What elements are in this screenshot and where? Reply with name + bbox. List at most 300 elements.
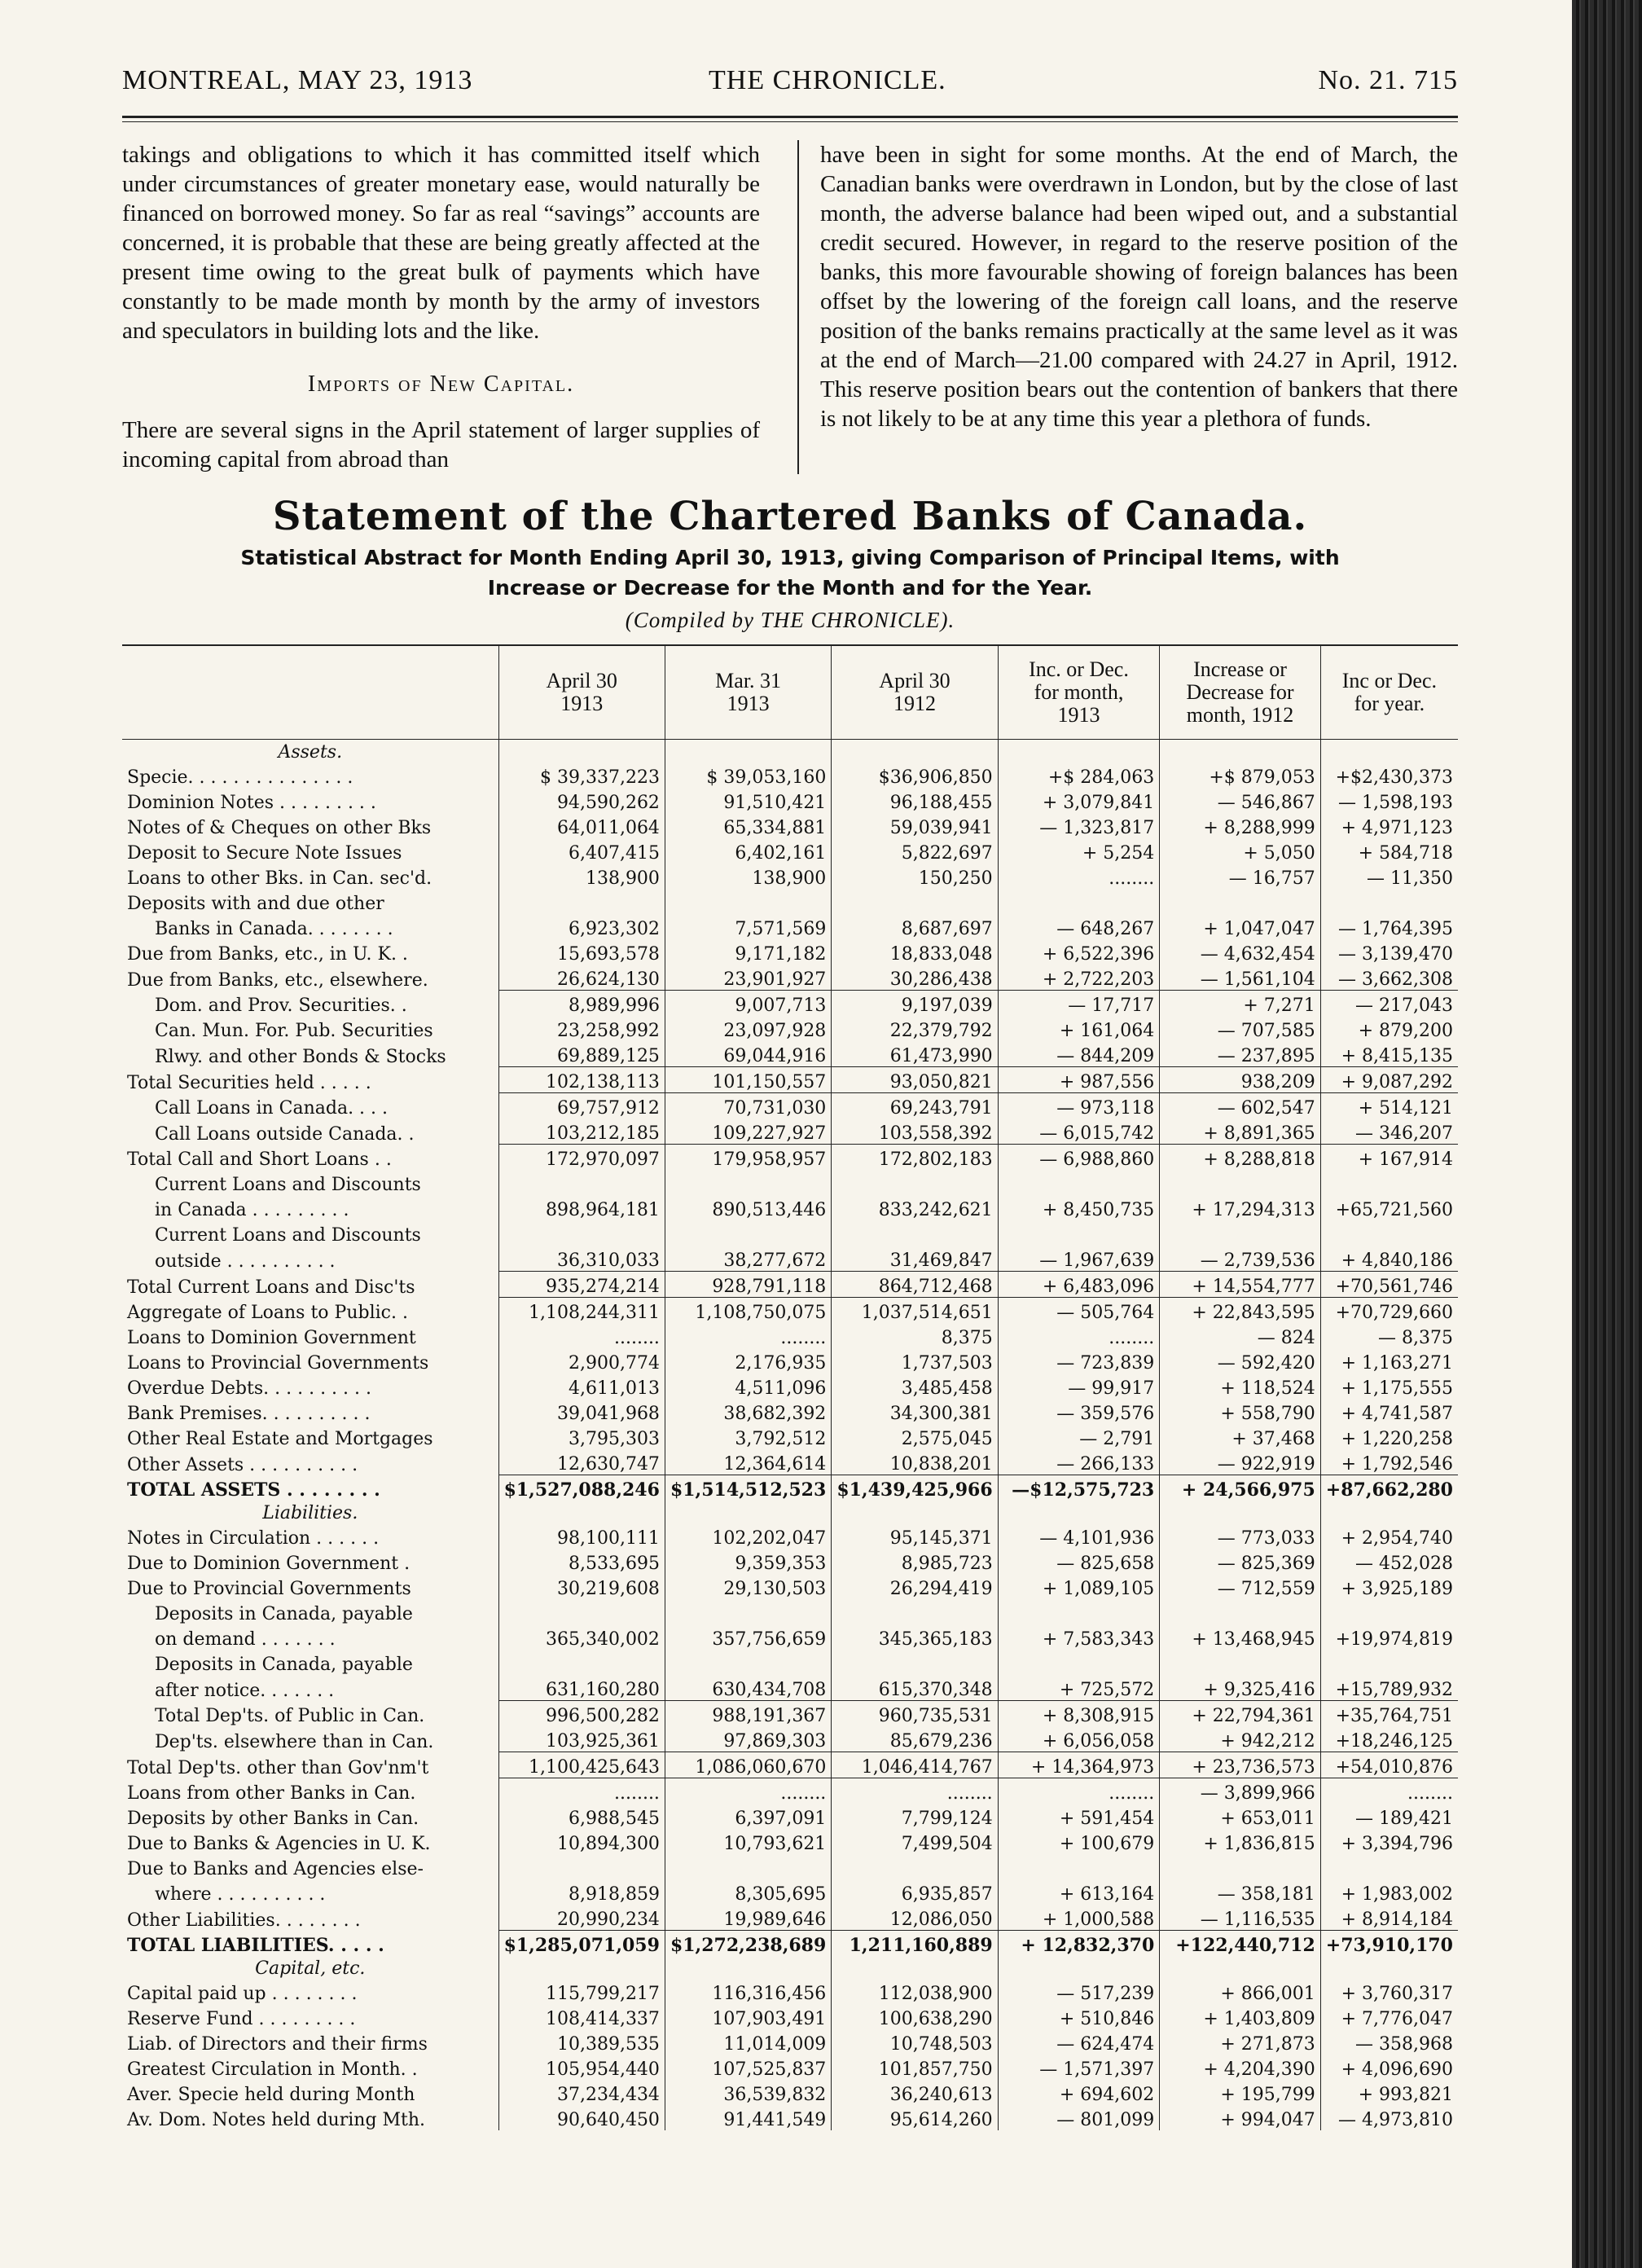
- value-cell: — 11,350: [1320, 864, 1458, 889]
- running-head-page-number: No. 21. 715: [1318, 65, 1458, 95]
- article-paragraph: There are several signs in the April statement of larger supplies of incoming capital from abroad than: [122, 417, 761, 472]
- table-row: [122, 1170, 1458, 1195]
- row-label: Bank Premises. . . . . . . . . .: [127, 1404, 371, 1424]
- value-cell: 18,833,048: [832, 939, 998, 965]
- value-cell: 1,108,750,075: [665, 1298, 831, 1324]
- row-label: Specie. . . . . . . . . . . . . . .: [127, 767, 353, 788]
- table-row: [122, 2080, 1458, 2105]
- value-cell: + 23,736,573: [1160, 1752, 1321, 1778]
- value-cell: + 694,602: [998, 2080, 1160, 2105]
- value-cell: [498, 1220, 665, 1246]
- statement-table: [122, 644, 1458, 2130]
- table-body: [122, 740, 1458, 2131]
- value-cell: [1320, 889, 1458, 914]
- table-row: [122, 2055, 1458, 2080]
- table-row: [122, 1752, 1458, 1778]
- empty-cell: [998, 1501, 1160, 1523]
- statement-compiled-note: (Compiled by THE CHRONICLE).: [625, 608, 955, 632]
- row-label: Rlwy. and other Bonds & Stocks: [155, 1046, 446, 1067]
- value-cell: [665, 889, 831, 914]
- value-cell: 3,485,458: [832, 1374, 998, 1399]
- table-row: [122, 1067, 1458, 1093]
- value-cell: [1320, 1170, 1458, 1195]
- value-cell: + 167,914: [1320, 1145, 1458, 1171]
- table-row: [122, 1272, 1458, 1298]
- value-cell: 6,397,091: [665, 1804, 831, 1829]
- value-cell: 12,086,050: [832, 1905, 998, 1931]
- value-cell: +70,729,660: [1320, 1298, 1458, 1324]
- statement-subtitle: Increase or Decrease for the Month and for the Year.: [487, 576, 1093, 600]
- column-divider: [797, 140, 799, 474]
- value-cell: 172,802,183: [832, 1145, 998, 1171]
- table-header-row: [122, 645, 1458, 740]
- row-label: Due to Banks & Agencies in U. K.: [127, 1834, 431, 1854]
- value-cell: 29,130,503: [665, 1574, 831, 1599]
- value-cell: $1,272,238,689: [665, 1931, 831, 1957]
- value-cell: ........: [998, 1778, 1160, 1804]
- value-cell: 365,340,002: [498, 1624, 665, 1650]
- value-cell: 7,799,124: [832, 1804, 998, 1829]
- value-cell: 1,037,514,651: [832, 1298, 998, 1324]
- table-row: [122, 788, 1458, 813]
- table-row: [122, 1145, 1458, 1171]
- value-cell: 30,219,608: [498, 1574, 665, 1599]
- value-cell: 2,900,774: [498, 1348, 665, 1374]
- value-cell: $36,906,850: [832, 763, 998, 788]
- value-cell: 9,197,039: [832, 991, 998, 1017]
- value-cell: 64,011,064: [498, 813, 665, 838]
- table-row: [122, 1574, 1458, 1599]
- value-cell: 36,539,832: [665, 2080, 831, 2105]
- value-cell: + 3,079,841: [998, 788, 1160, 813]
- value-cell: 150,250: [832, 864, 998, 889]
- value-cell: $1,439,425,966: [832, 1475, 998, 1501]
- row-label: Dep'ts. elsewhere than in Can.: [155, 1731, 434, 1752]
- value-cell: ........: [832, 1778, 998, 1804]
- row-label: Banks in Canada. . . . . . . .: [155, 919, 393, 939]
- row-label: Notes of & Cheques on other Bks: [127, 818, 432, 838]
- value-cell: 109,227,927: [665, 1119, 831, 1145]
- value-cell: [665, 1170, 831, 1195]
- table-row: [122, 1298, 1458, 1324]
- value-cell: 10,838,201: [832, 1449, 998, 1475]
- value-cell: 101,150,557: [665, 1067, 831, 1093]
- value-cell: 935,274,214: [498, 1272, 665, 1298]
- row-label: Overdue Debts. . . . . . . . . .: [127, 1378, 372, 1399]
- value-cell: + 1,403,809: [1160, 2004, 1321, 2029]
- value-cell: + 879,200: [1320, 1016, 1458, 1041]
- value-cell: — 973,118: [998, 1093, 1160, 1119]
- value-cell: 833,242,621: [832, 1195, 998, 1220]
- table-row: [122, 1778, 1458, 1804]
- empty-cell: [1320, 1501, 1458, 1523]
- section-label: Assets.: [278, 742, 343, 763]
- value-cell: 97,869,303: [665, 1726, 831, 1752]
- table-row: [122, 914, 1458, 939]
- value-cell: + 510,846: [998, 2004, 1160, 2029]
- row-label: Due to Banks and Agencies else-: [127, 1859, 424, 1879]
- table-row: [122, 2004, 1458, 2029]
- value-cell: 23,258,992: [498, 1016, 665, 1041]
- row-label: TOTAL ASSETS . . . . . . . .: [127, 1479, 380, 1501]
- value-cell: 23,901,927: [665, 965, 831, 991]
- value-cell: [1160, 1220, 1321, 1246]
- value-cell: — 17,717: [998, 991, 1160, 1017]
- value-cell: [1160, 1854, 1321, 1879]
- value-cell: — 99,917: [998, 1374, 1160, 1399]
- value-cell: — 358,181: [1160, 1879, 1321, 1905]
- value-cell: + 725,572: [998, 1675, 1160, 1701]
- table-section-row: [122, 1501, 1458, 1523]
- value-cell: + 7,776,047: [1320, 2004, 1458, 2029]
- value-cell: 357,756,659: [665, 1624, 831, 1650]
- running-head: [122, 49, 1458, 98]
- value-cell: 3,795,303: [498, 1424, 665, 1449]
- row-label: Total Current Loans and Disc'ts: [127, 1277, 415, 1298]
- value-cell: + 4,204,390: [1160, 2055, 1321, 2080]
- value-cell: 960,735,531: [832, 1701, 998, 1727]
- empty-cell: [1160, 1501, 1321, 1523]
- empty-cell: [665, 1956, 831, 1979]
- value-cell: — 189,421: [1320, 1804, 1458, 1829]
- value-cell: — 825,658: [998, 1549, 1160, 1574]
- value-cell: 36,310,033: [498, 1246, 665, 1272]
- table-row: [122, 813, 1458, 838]
- value-cell: 6,923,302: [498, 914, 665, 939]
- value-cell: 30,286,438: [832, 965, 998, 991]
- table-row: [122, 1246, 1458, 1272]
- section-label: Capital, etc.: [255, 1958, 366, 1979]
- table-row: [122, 1829, 1458, 1854]
- column-header: Increase or Decrease for month, 1912: [1160, 645, 1321, 740]
- value-cell: + 1,792,546: [1320, 1449, 1458, 1475]
- value-cell: — 648,267: [998, 914, 1160, 939]
- value-cell: 102,138,113: [498, 1067, 665, 1093]
- table-row: [122, 838, 1458, 864]
- value-cell: + 6,056,058: [998, 1726, 1160, 1752]
- table-row: [122, 1701, 1458, 1727]
- value-cell: 630,434,708: [665, 1675, 831, 1701]
- column-header: Inc or Dec. for year.: [1320, 645, 1458, 740]
- value-cell: 105,954,440: [498, 2055, 665, 2080]
- value-cell: + 987,556: [998, 1067, 1160, 1093]
- value-cell: 69,243,791: [832, 1093, 998, 1119]
- value-cell: 10,748,503: [832, 2029, 998, 2055]
- table-row: [122, 1549, 1458, 1574]
- value-cell: [1160, 1170, 1321, 1195]
- table-row: [122, 1523, 1458, 1549]
- value-cell: + 14,554,777: [1160, 1272, 1321, 1298]
- article-subhead: Imports of New Capital.: [307, 371, 575, 397]
- value-cell: 116,316,456: [665, 1979, 831, 2004]
- row-label: in Canada . . . . . . . . .: [155, 1200, 349, 1220]
- value-cell: — 624,474: [998, 2029, 1160, 2055]
- book-spine-edge: [1572, 0, 1642, 2268]
- empty-cell: [998, 1956, 1160, 1979]
- value-cell: ........: [498, 1323, 665, 1348]
- empty-cell: [832, 1956, 998, 1979]
- table-row: [122, 1931, 1458, 1957]
- value-cell: + 653,011: [1160, 1804, 1321, 1829]
- value-cell: — 2,739,536: [1160, 1246, 1321, 1272]
- table-row: [122, 1449, 1458, 1475]
- value-cell: 9,171,182: [665, 939, 831, 965]
- value-cell: + 4,971,123: [1320, 813, 1458, 838]
- column-header: [122, 645, 498, 740]
- table-row: [122, 1979, 1458, 2004]
- value-cell: 9,359,353: [665, 1549, 831, 1574]
- row-label: Aver. Specie held during Month: [127, 2085, 415, 2105]
- row-label: Av. Dom. Notes held during Mth.: [127, 2110, 426, 2130]
- row-label: Loans to Dominion Government: [127, 1328, 416, 1348]
- value-cell: + 17,294,313: [1160, 1195, 1321, 1220]
- row-label: outside . . . . . . . . . .: [155, 1250, 336, 1272]
- value-cell: ........: [665, 1323, 831, 1348]
- empty-cell: [498, 1501, 665, 1523]
- value-cell: 38,277,672: [665, 1246, 831, 1272]
- value-cell: [832, 1854, 998, 1879]
- value-cell: + 14,364,973: [998, 1752, 1160, 1778]
- value-cell: ........: [498, 1778, 665, 1804]
- value-cell: [998, 1170, 1160, 1195]
- value-cell: 31,469,847: [832, 1246, 998, 1272]
- value-cell: + 2,954,740: [1320, 1523, 1458, 1549]
- table-row: [122, 965, 1458, 991]
- value-cell: [498, 1599, 665, 1624]
- value-cell: 172,970,097: [498, 1145, 665, 1171]
- value-cell: [998, 889, 1160, 914]
- value-cell: ........: [1320, 1778, 1458, 1804]
- value-cell: + 1,089,105: [998, 1574, 1160, 1599]
- value-cell: — 1,967,639: [998, 1246, 1160, 1272]
- value-cell: + 994,047: [1160, 2105, 1321, 2130]
- value-cell: 100,638,290: [832, 2004, 998, 2029]
- row-label: Deposit to Secure Note Issues: [127, 843, 402, 864]
- table-row: [122, 1220, 1458, 1246]
- row-label: Can. Mun. For. Pub. Securities: [155, 1021, 433, 1041]
- row-label: after notice. . . . . . .: [155, 1680, 335, 1701]
- value-cell: 898,964,181: [498, 1195, 665, 1220]
- empty-cell: [1320, 740, 1458, 763]
- running-head-date: MONTREAL, MAY 23, 1913: [122, 65, 473, 95]
- table-section-row: [122, 1956, 1458, 1979]
- value-cell: — 3,899,966: [1160, 1778, 1321, 1804]
- table-row: [122, 1650, 1458, 1675]
- value-cell: — 346,207: [1320, 1119, 1458, 1145]
- row-label: Due from Banks, etc., elsewhere.: [127, 969, 428, 991]
- value-cell: 108,414,337: [498, 2004, 665, 2029]
- table-row: [122, 1804, 1458, 1829]
- value-cell: + 8,914,184: [1320, 1905, 1458, 1931]
- value-cell: 8,305,695: [665, 1879, 831, 1905]
- value-cell: + 37,468: [1160, 1424, 1321, 1449]
- value-cell: 6,935,857: [832, 1879, 998, 1905]
- table-row: [122, 2105, 1458, 2130]
- value-cell: — 452,028: [1320, 1549, 1458, 1574]
- row-label: Total Securities held . . . . .: [127, 1072, 371, 1093]
- value-cell: + 584,718: [1320, 838, 1458, 864]
- value-cell: 9,007,713: [665, 991, 831, 1017]
- value-cell: + 8,288,818: [1160, 1145, 1321, 1171]
- value-cell: — 16,757: [1160, 864, 1321, 889]
- value-cell: — 517,239: [998, 1979, 1160, 2004]
- value-cell: +$2,430,373: [1320, 763, 1458, 788]
- value-cell: — 237,895: [1160, 1041, 1321, 1067]
- value-cell: 26,294,419: [832, 1574, 998, 1599]
- value-cell: 10,389,535: [498, 2029, 665, 2055]
- value-cell: 138,900: [665, 864, 831, 889]
- value-cell: 8,533,695: [498, 1549, 665, 1574]
- value-cell: [665, 1854, 831, 1879]
- value-cell: + 8,288,999: [1160, 813, 1321, 838]
- value-cell: 11,014,009: [665, 2029, 831, 2055]
- value-cell: 91,441,549: [665, 2105, 831, 2130]
- value-cell: 20,990,234: [498, 1905, 665, 1931]
- value-cell: — 707,585: [1160, 1016, 1321, 1041]
- value-cell: +54,010,876: [1320, 1752, 1458, 1778]
- value-cell: — 4,101,936: [998, 1523, 1160, 1549]
- value-cell: 112,038,900: [832, 1979, 998, 2004]
- empty-cell: [1160, 1956, 1321, 1979]
- value-cell: +122,440,712: [1160, 1931, 1321, 1957]
- row-label: Dominion Notes . . . . . . . . .: [127, 793, 376, 813]
- value-cell: $1,285,071,059: [498, 1931, 665, 1957]
- value-cell: — 358,968: [1320, 2029, 1458, 2055]
- value-cell: — 602,547: [1160, 1093, 1321, 1119]
- value-cell: + 1,983,002: [1320, 1879, 1458, 1905]
- value-cell: 38,682,392: [665, 1399, 831, 1424]
- row-label: Due to Provincial Governments: [127, 1579, 411, 1599]
- row-label: Call Loans outside Canada. .: [155, 1123, 415, 1145]
- row-label: TOTAL LIABILITIES. . . . .: [127, 1935, 384, 1956]
- value-cell: — 592,420: [1160, 1348, 1321, 1374]
- value-cell: 36,240,613: [832, 2080, 998, 2105]
- value-cell: + 7,583,343: [998, 1624, 1160, 1650]
- row-label: Liab. of Directors and their firms: [127, 2034, 428, 2055]
- running-head-title: THE CHRONICLE.: [709, 65, 946, 95]
- value-cell: 8,989,996: [498, 991, 665, 1017]
- empty-cell: [832, 740, 998, 763]
- value-cell: 69,044,916: [665, 1041, 831, 1067]
- value-cell: 138,900: [498, 864, 665, 889]
- statement-section: [122, 494, 1458, 2130]
- value-cell: + 161,064: [998, 1016, 1160, 1041]
- value-cell: — 723,839: [998, 1348, 1160, 1374]
- value-cell: 15,693,578: [498, 939, 665, 965]
- value-cell: + 4,096,690: [1320, 2055, 1458, 2080]
- row-label: Deposits with and due other: [127, 894, 384, 914]
- table-row: [122, 1323, 1458, 1348]
- value-cell: — 4,632,454: [1160, 939, 1321, 965]
- column-header: Mar. 31 1913: [665, 645, 831, 740]
- header-rule: [122, 116, 1458, 122]
- value-cell: 2,575,045: [832, 1424, 998, 1449]
- value-cell: 996,500,282: [498, 1701, 665, 1727]
- value-cell: [832, 1170, 998, 1195]
- value-cell: — 3,139,470: [1320, 939, 1458, 965]
- value-cell: 103,212,185: [498, 1119, 665, 1145]
- value-cell: 107,525,837: [665, 2055, 831, 2080]
- value-cell: + 993,821: [1320, 2080, 1458, 2105]
- value-cell: 26,624,130: [498, 965, 665, 991]
- value-cell: 928,791,118: [665, 1272, 831, 1298]
- table-row: [122, 1879, 1458, 1905]
- value-cell: [832, 889, 998, 914]
- table-row: [122, 1675, 1458, 1701]
- value-cell: +65,721,560: [1320, 1195, 1458, 1220]
- value-cell: 8,375: [832, 1323, 998, 1348]
- value-cell: 37,234,434: [498, 2080, 665, 2105]
- value-cell: + 5,050: [1160, 838, 1321, 864]
- value-cell: [665, 1220, 831, 1246]
- value-cell: [498, 1854, 665, 1879]
- value-cell: 615,370,348: [832, 1675, 998, 1701]
- value-cell: +70,561,746: [1320, 1272, 1458, 1298]
- value-cell: $1,514,512,523: [665, 1475, 831, 1501]
- row-label: Deposits by other Banks in Can.: [127, 1809, 419, 1829]
- value-cell: — 1,116,535: [1160, 1905, 1321, 1931]
- table-row: [122, 1905, 1458, 1931]
- value-cell: 65,334,881: [665, 813, 831, 838]
- value-cell: — 922,919: [1160, 1449, 1321, 1475]
- value-cell: 69,889,125: [498, 1041, 665, 1067]
- value-cell: + 100,679: [998, 1829, 1160, 1854]
- value-cell: ........: [998, 1323, 1160, 1348]
- value-cell: + 9,325,416: [1160, 1675, 1321, 1701]
- value-cell: — 2,791: [998, 1424, 1160, 1449]
- row-label: Current Loans and Discounts: [155, 1175, 421, 1195]
- value-cell: 59,039,941: [832, 813, 998, 838]
- table-row: [122, 1854, 1458, 1879]
- value-cell: + 271,873: [1160, 2029, 1321, 2055]
- table-row: [122, 1399, 1458, 1424]
- row-label: Deposits in Canada, payable: [155, 1604, 413, 1624]
- article-columns: [122, 140, 1458, 474]
- row-label: Dom. and Prov. Securities. .: [155, 996, 407, 1016]
- value-cell: + 1,163,271: [1320, 1348, 1458, 1374]
- value-cell: — 217,043: [1320, 991, 1458, 1017]
- value-cell: + 6,522,396: [998, 939, 1160, 965]
- value-cell: 6,407,415: [498, 838, 665, 864]
- value-cell: +35,764,751: [1320, 1701, 1458, 1727]
- value-cell: ........: [998, 864, 1160, 889]
- value-cell: 631,160,280: [498, 1675, 665, 1701]
- table-row: [122, 763, 1458, 788]
- value-cell: $1,527,088,246: [498, 1475, 665, 1501]
- value-cell: [1320, 1854, 1458, 1879]
- statement-subtitle: Statistical Abstract for Month Ending April 30, 1913, giving Comparison of Principal Items, with: [240, 546, 1340, 569]
- value-cell: + 8,450,735: [998, 1195, 1160, 1220]
- value-cell: + 2,722,203: [998, 965, 1160, 991]
- value-cell: — 546,867: [1160, 788, 1321, 813]
- value-cell: — 359,576: [998, 1399, 1160, 1424]
- value-cell: 938,209: [1160, 1067, 1321, 1093]
- value-cell: + 24,566,975: [1160, 1475, 1321, 1501]
- value-cell: — 844,209: [998, 1041, 1160, 1067]
- value-cell: [1160, 1599, 1321, 1624]
- column-header: April 30 1912: [832, 645, 998, 740]
- value-cell: +18,246,125: [1320, 1726, 1458, 1752]
- value-cell: 8,985,723: [832, 1549, 998, 1574]
- value-cell: 85,679,236: [832, 1726, 998, 1752]
- value-cell: +73,910,170: [1320, 1931, 1458, 1957]
- value-cell: 988,191,367: [665, 1701, 831, 1727]
- value-cell: 12,630,747: [498, 1449, 665, 1475]
- value-cell: 95,614,260: [832, 2105, 998, 2130]
- value-cell: 1,737,503: [832, 1348, 998, 1374]
- value-cell: — 1,323,817: [998, 813, 1160, 838]
- row-label: where . . . . . . . . . .: [155, 1884, 326, 1905]
